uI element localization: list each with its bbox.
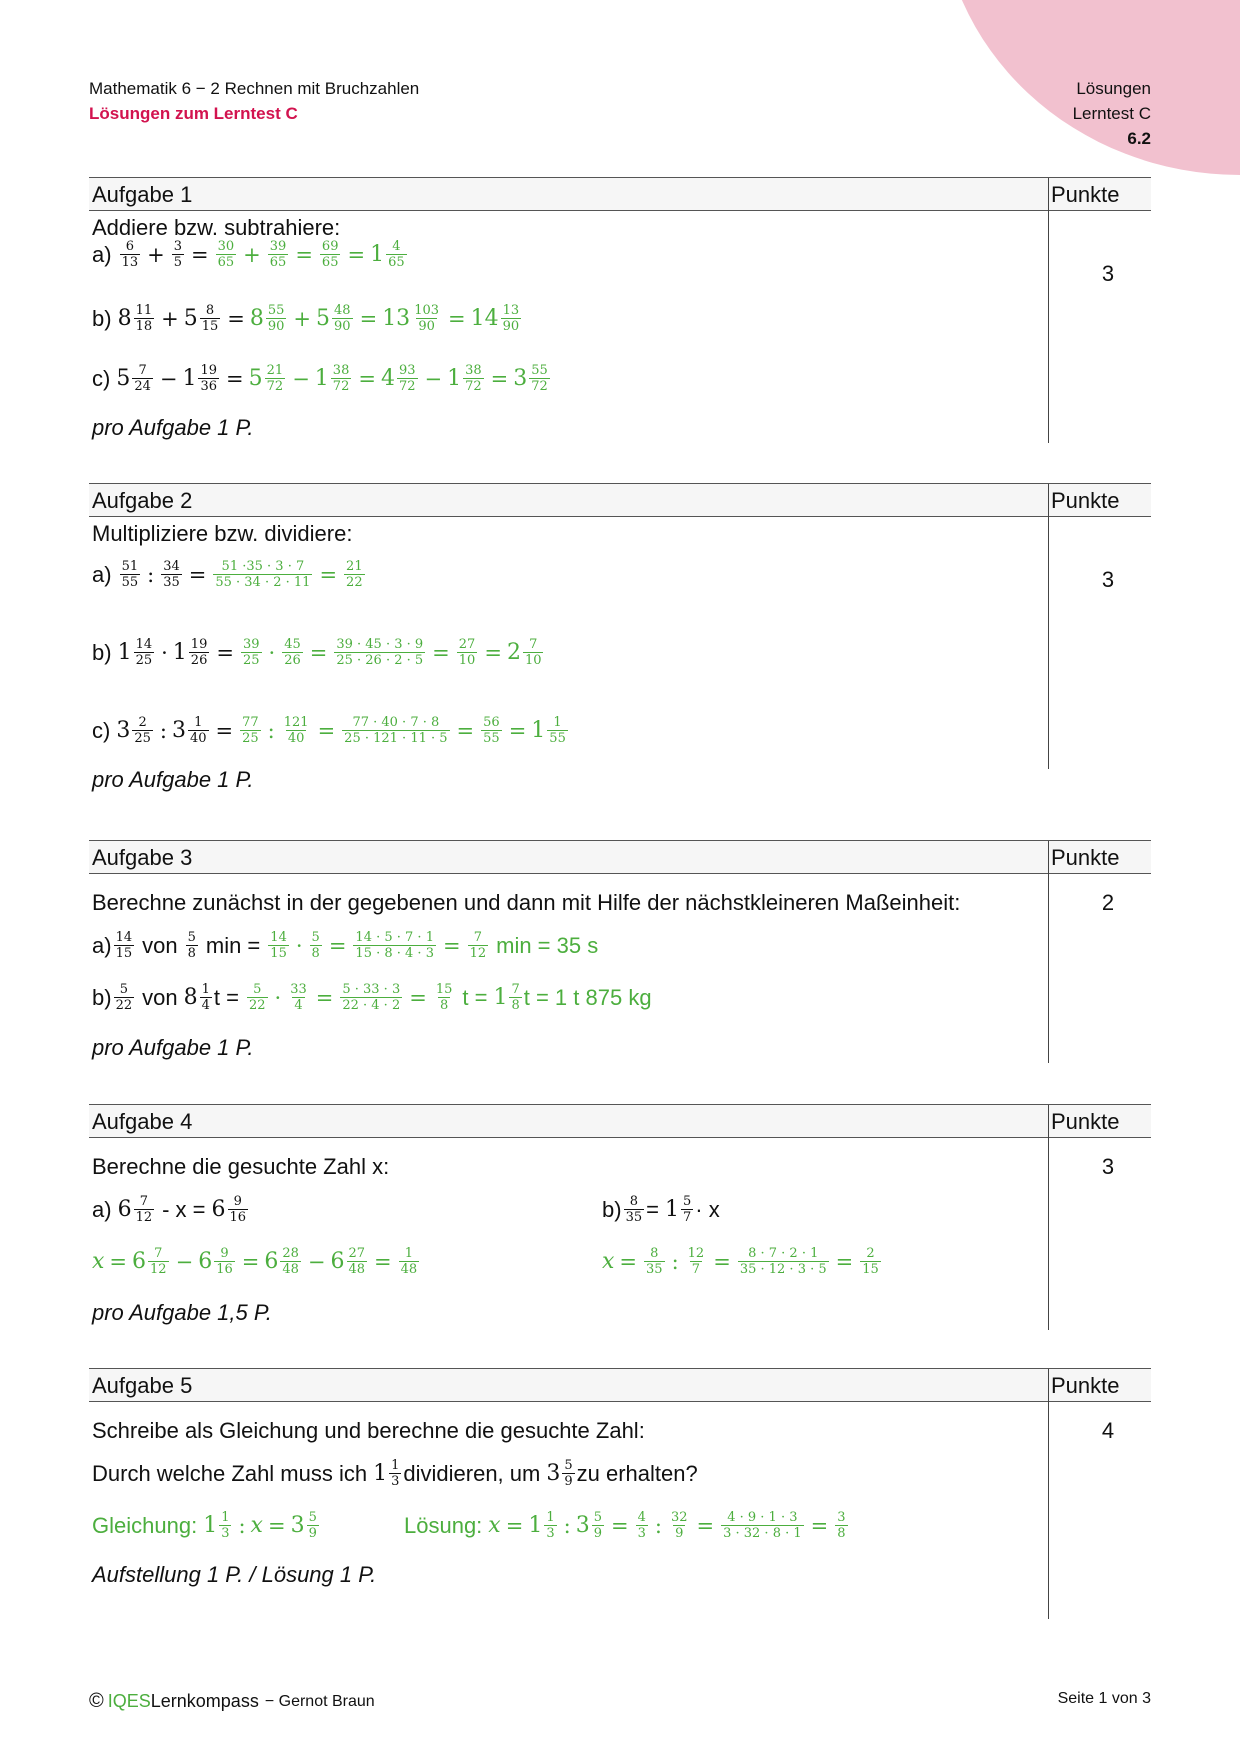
solution-c: c) 3 2 25 : 3 $\frac{1}{40}$ = 77 25 : $\frac{121}{40}$ = $\frac{77 \cdot 40 \cdot 7 \cdot 8}{25 \cdot 121 \cdot 11 \cdot 5}$ = $\frac{56}{55}$ = 1 1 55: [92, 715, 566, 746]
solution-a: x = 6 7 12 − 6 $\frac{9}{16}$ = 6 28 48 − 6 $\frac{27}{48}$ = $\frac{1}{48}$: [92, 1246, 418, 1277]
column-divider: [1048, 178, 1049, 443]
doc-type: Lösungen: [1076, 79, 1151, 98]
scoring-note: pro Aufgabe 1 P.: [92, 1035, 254, 1060]
task-instruction: Berechne zunächst in der gegebenen und dann mit Hilfe der nächstkleineren Maßeinheit:: [92, 890, 961, 915]
task-header: [89, 483, 1151, 517]
task-points: 4: [1101, 1418, 1115, 1443]
task-points: 3: [1101, 261, 1115, 286]
task-2: [89, 483, 1151, 792]
task-title: Aufgabe 2: [92, 488, 193, 513]
task-title: Aufgabe 4: [92, 1109, 193, 1134]
points-label: Punkte: [1051, 845, 1120, 870]
task-header: [89, 1368, 1151, 1402]
task-1: [89, 177, 1151, 440]
task-points: 3: [1101, 1154, 1115, 1179]
task-header: [89, 177, 1151, 211]
question: Durch welche Zahl muss ich 1 1 3 dividieren, um 3 5 9 zu erhalten?: [92, 1458, 698, 1489]
solution-a: a) 6 13 + $\frac{3}{5}$ = 30 65 + $\frac{39}{65}$ = $\frac{69}{65}$ = 1 4 65: [92, 239, 405, 270]
task-points: 2: [1101, 890, 1115, 915]
column-divider: [1048, 841, 1049, 1063]
copyright-icon: ©: [89, 1690, 104, 1712]
task-instruction: Multipliziere bzw. dividiere:: [92, 521, 353, 546]
author: − Gernot Braun: [264, 1692, 375, 1710]
task-title: Aufgabe 1: [92, 182, 193, 207]
question-a: a) 6 7 12 - x = 6 9 16: [92, 1194, 247, 1225]
task-points: 3: [1101, 567, 1115, 592]
solution-a: a) 14 15 von 5 8 min = 14 15 · $\frac{5}{8}$ = $\frac{14 \cdot 5 \cdot 7 \cdot 1}{15 \cdot 8 \cdot 4 \cdot 3}$ = $\frac{7}{12}$ min = 35 s: [92, 930, 599, 961]
task-5: [89, 1368, 1151, 1587]
solution-b: b) 1 14 25 · 1 $\frac{19}{26}$ = 39 25 · $\frac{45}{26}$ = $\frac{39 \cdot 45 \cdot 3 \cdot 9}{25 \cdot 26 \cdot 2 \cdot 5}$ = $\frac{27}{10}$ = 2 7 10: [92, 637, 542, 668]
solution-line: Lösung: x = 1 1 3 : 3 $\frac{5}{9}$ = $\frac{4}{3}$ : $\frac{32}{9}$ = $\frac{4 \cdot 9 \cdot 1 \cdot 3}{3 \cdot 32 \cdot 8 \cdot 1}$ = $\frac{3}{8}$: [404, 1510, 846, 1541]
solution-b: b) 8 11 18 + 5 $\frac{8}{15}$ = 8 55 90 + 5 $\frac{48}{90}$ = 13 $\frac{103}{90}$ = 14 13 90: [92, 303, 520, 334]
equation-line: Gleichung: 1 1 3 : x = 3 5 9: [92, 1510, 317, 1541]
solution-a: a) 51 55 : $\frac{34}{35}$ = $\frac{51 \cdot 35 \cdot 3 \cdot 7}{55 \cdot 34 \cdot 2 \cdot 11}$ = $\frac{21}{22}$: [92, 559, 363, 590]
page-number: Seite 1 von 3: [1057, 1690, 1151, 1707]
solution-b: x = $\frac{8}{35}$ : $\frac{12}{7}$ = $\frac{8 \cdot 7 \cdot 2 \cdot 1}{35 \cdot 12 \cdot 3 \cdot 5}$ = $\frac{2}{15}$: [602, 1246, 879, 1277]
task-title: Aufgabe 5: [92, 1373, 193, 1398]
scoring-note: pro Aufgabe 1,5 P.: [92, 1300, 272, 1325]
task-instruction: Schreibe als Gleichung und berechne die gesuchte Zahl:: [92, 1418, 645, 1443]
header-left: [89, 76, 419, 126]
task-title: Aufgabe 3: [92, 845, 193, 870]
scoring-note: Aufstellung 1 P. / Lösung 1 P.: [92, 1562, 377, 1587]
column-divider: [1048, 1369, 1049, 1619]
scoring-note: pro Aufgabe 1 P.: [92, 767, 254, 792]
scoring-note: pro Aufgabe 1 P.: [92, 415, 254, 440]
chapter-number: 6.2: [1127, 129, 1151, 148]
column-divider: [1048, 484, 1049, 769]
task-header: [89, 840, 1151, 874]
test-name: Lerntest C: [1072, 104, 1151, 123]
brand-iqes: IQES: [107, 1691, 151, 1711]
solution-b: b) 5 22 von 8 1 4 t = 5 22 · $\frac{33}{4}$ = $\frac{5 \cdot 33 \cdot 3}{22 \cdot 4 \cdot 2}$ = $\frac{15}{8}$ t = 1 7 8 t = 1 t 875 kg: [92, 982, 652, 1013]
footer-brand: [89, 1690, 375, 1713]
header-right: [1073, 76, 1151, 151]
points-label: Punkte: [1051, 182, 1120, 207]
solution-c: c) 5 7 24 − 1 $\frac{19}{36}$ = 5 21 72 − 1 $\frac{38}{72}$ = 4 93 72 − 1 $\frac{38}{72}$ = 3 55 72: [92, 363, 548, 394]
column-divider: [1048, 1105, 1049, 1330]
task-4: [89, 1104, 1151, 1325]
task-instruction: Berechne die gesuchte Zahl x:: [92, 1154, 390, 1179]
points-label: Punkte: [1051, 1109, 1120, 1134]
document-title: Lösungen zum Lerntest C: [89, 104, 298, 123]
points-label: Punkte: [1051, 1373, 1120, 1398]
brand-lernkompass: Lernkompass: [150, 1691, 259, 1711]
task-header: [89, 1104, 1151, 1138]
task-instruction: Addiere bzw. subtrahiere:: [92, 215, 341, 240]
subject-line: Mathematik 6 − 2 Rechnen mit Bruchzahlen: [89, 79, 420, 98]
task-3: [89, 840, 1151, 1060]
question-b: b) $\frac{8}{35}$ = 1 5 7 · x: [602, 1194, 720, 1225]
points-label: Punkte: [1051, 488, 1120, 513]
